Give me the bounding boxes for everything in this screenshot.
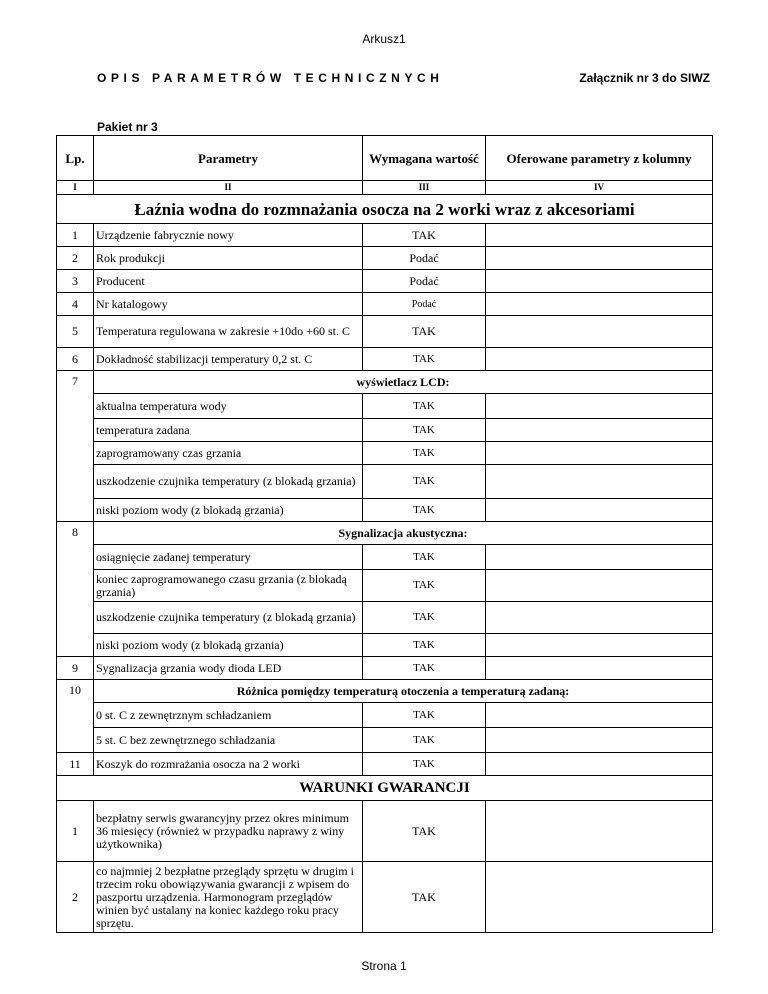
row-offered-cell[interactable]	[486, 293, 713, 316]
row-param: Urządzenie fabrycznie nowy	[94, 224, 363, 247]
column-number: III	[363, 181, 486, 195]
row-param: Dokładność stabilizacji temperatury 0,2 st. C	[94, 348, 363, 371]
table-row	[57, 293, 713, 316]
row-offered-cell[interactable]	[486, 703, 713, 728]
row-offered-cell[interactable]	[486, 394, 713, 419]
row-value: TAK	[363, 316, 486, 348]
group-header-row	[57, 680, 713, 703]
table-row	[57, 394, 713, 419]
row-offered-cell[interactable]	[486, 247, 713, 270]
row-param: uszkodzenie czujnika temperatury (z blokadą grzania)	[94, 602, 363, 634]
table-row	[57, 801, 713, 862]
row-offered-cell[interactable]	[486, 442, 713, 465]
group-label: Różnica pomiędzy temperaturą otoczenia a temperaturą zadaną:	[94, 680, 713, 703]
table-row	[57, 862, 713, 933]
annex-label: Załącznik nr 3 do SIWZ	[579, 71, 710, 85]
parameters-table	[56, 135, 713, 933]
row-param: temperatura zadana	[94, 419, 363, 442]
table-row	[57, 657, 713, 680]
row-value: Podać	[363, 293, 486, 316]
row-offered-cell[interactable]	[486, 224, 713, 247]
table-row	[57, 419, 713, 442]
row-offered-cell[interactable]	[486, 570, 713, 602]
table-row	[57, 570, 713, 602]
row-param: Producent	[94, 270, 363, 293]
header-row	[57, 136, 713, 181]
row-value: Podać	[363, 247, 486, 270]
group-label: wyświetlacz LCD:	[94, 371, 713, 394]
row-param: Nr katalogowy	[94, 293, 363, 316]
table-row	[57, 442, 713, 465]
table-row	[57, 703, 713, 728]
warranty-section-row	[57, 776, 713, 801]
column-numbers-row	[57, 181, 713, 195]
row-param: Sygnalizacja grzania wody dioda LED	[94, 657, 363, 680]
row-offered-cell[interactable]	[486, 753, 713, 776]
row-offered-cell[interactable]	[486, 419, 713, 442]
row-offered-cell[interactable]	[486, 657, 713, 680]
header-lp: Lp.	[57, 136, 94, 181]
row-param: niski poziom wody (z blokadą grzania)	[94, 634, 363, 657]
table-row	[57, 753, 713, 776]
row-offered-cell[interactable]	[486, 801, 713, 862]
row-value: TAK	[363, 570, 486, 602]
table-row	[57, 224, 713, 247]
group-label: Sygnalizacja akustyczna:	[94, 522, 713, 545]
document-title: OPIS PARAMETRÓW TECHNICZNYCH	[97, 71, 444, 85]
row-param: Rok produkcji	[94, 247, 363, 270]
row-number: 7	[57, 371, 94, 522]
row-value: TAK	[363, 224, 486, 247]
column-number: II	[94, 181, 363, 195]
header-required: Wymagana wartość	[363, 136, 486, 181]
table-row	[57, 348, 713, 371]
row-value: TAK	[363, 862, 486, 933]
row-value: TAK	[363, 753, 486, 776]
row-offered-cell[interactable]	[486, 545, 713, 570]
row-param: Temperatura regulowana w zakresie +10do +60 st. C	[94, 316, 363, 348]
table-row	[57, 634, 713, 657]
row-number: 10	[57, 680, 94, 753]
table-row	[57, 602, 713, 634]
row-value: TAK	[363, 394, 486, 419]
row-value: TAK	[363, 801, 486, 862]
package-label: Pakiet nr 3	[97, 120, 158, 134]
page-footer: Strona 1	[361, 959, 407, 973]
row-param: niski poziom wody (z blokadą grzania)	[94, 499, 363, 522]
row-number: 5	[57, 316, 94, 348]
row-param: uszkodzenie czujnika temperatury (z blokadą grzania)	[94, 465, 363, 499]
row-number: 2	[57, 247, 94, 270]
row-number: 1	[57, 801, 94, 862]
table-row	[57, 247, 713, 270]
row-value: TAK	[363, 419, 486, 442]
section-title: Łaźnia wodna do rozmnażania osocza na 2 worki wraz z akcesoriami	[57, 195, 713, 224]
table-row	[57, 270, 713, 293]
row-value: TAK	[363, 657, 486, 680]
group-header-row	[57, 371, 713, 394]
row-param: co najmniej 2 bezpłatne przeglądy sprzętu w drugim i trzecim roku obowiązywania gwarancji z wpisem do paszportu urządzenia. Harmonogram przeglądów winien być ustalany na koniec każdego roku pracy sprzętu.	[94, 862, 363, 933]
row-offered-cell[interactable]	[486, 634, 713, 657]
row-value: TAK	[363, 442, 486, 465]
row-number: 6	[57, 348, 94, 371]
row-value: TAK	[363, 728, 486, 753]
row-number: 2	[57, 862, 94, 933]
row-offered-cell[interactable]	[486, 465, 713, 499]
header-offered: Oferowane parametry z kolumny	[486, 136, 713, 181]
header-params: Parametry	[94, 136, 363, 181]
row-param: 0 st. C z zewnętrznym schładzaniem	[94, 703, 363, 728]
row-param: bezpłatny serwis gwarancyjny przez okres minimum 36 miesięcy (również w przypadku naprawy z winy użytkownika)	[94, 801, 363, 862]
sheet-name: Arkusz1	[362, 32, 406, 46]
row-number: 4	[57, 293, 94, 316]
row-offered-cell[interactable]	[486, 862, 713, 933]
row-offered-cell[interactable]	[486, 348, 713, 371]
row-param: zaprogramowany czas grzania	[94, 442, 363, 465]
row-param: Koszyk do rozmrażania osocza na 2 worki	[94, 753, 363, 776]
table-row	[57, 728, 713, 753]
row-value: TAK	[363, 602, 486, 634]
column-number: I	[57, 181, 94, 195]
row-offered-cell[interactable]	[486, 499, 713, 522]
row-value: TAK	[363, 634, 486, 657]
group-header-row	[57, 522, 713, 545]
row-value: TAK	[363, 348, 486, 371]
section-row	[57, 195, 713, 224]
row-number: 8	[57, 522, 94, 657]
row-param: 5 st. C bez zewnętrznego schładzania	[94, 728, 363, 753]
row-number: 9	[57, 657, 94, 680]
table-row	[57, 465, 713, 499]
row-value: Podać	[363, 270, 486, 293]
row-number: 1	[57, 224, 94, 247]
column-number: IV	[486, 181, 713, 195]
row-value: TAK	[363, 499, 486, 522]
table-row	[57, 545, 713, 570]
row-offered-cell[interactable]	[486, 602, 713, 634]
row-value: TAK	[363, 465, 486, 499]
warranty-title: WARUNKI GWARANCJI	[57, 776, 713, 801]
row-value: TAK	[363, 545, 486, 570]
row-offered-cell[interactable]	[486, 316, 713, 348]
row-param: aktualna temperatura wody	[94, 394, 363, 419]
table-row	[57, 316, 713, 348]
row-offered-cell[interactable]	[486, 270, 713, 293]
row-number: 3	[57, 270, 94, 293]
row-number: 11	[57, 753, 94, 776]
row-param: koniec zaprogramowanego czasu grzania (z blokadą grzania)	[94, 570, 363, 602]
table-row	[57, 499, 713, 522]
row-value: TAK	[363, 703, 486, 728]
row-offered-cell[interactable]	[486, 728, 713, 753]
row-param: osiągnięcie zadanej temperatury	[94, 545, 363, 570]
